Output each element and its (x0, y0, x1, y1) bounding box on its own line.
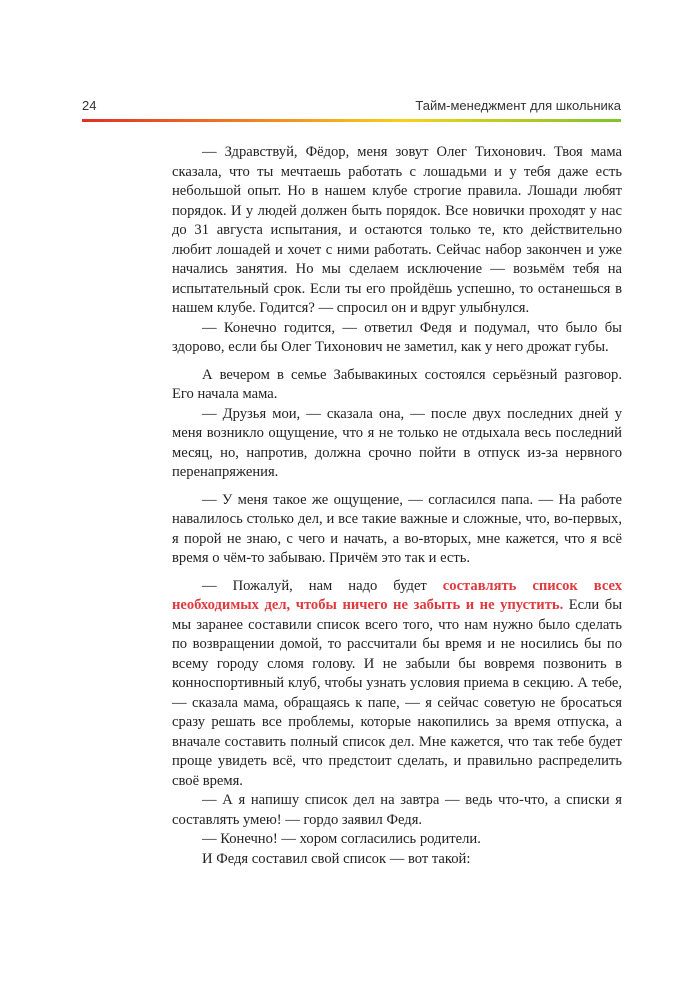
running-title: Тайм-менеджмент для школьника (415, 98, 621, 113)
paragraph: — У меня такое же ощущение, — согласился папа. — На работе навалилось столько дел, и все такие важные и сложные, что, во-первых, я порой не знаю, с чего и начать, а во-вторых, мне кажется, что я всё время о чём-то забываю. Причём это так и есть. (172, 491, 622, 566)
paragraph: — Конечно! — хором согласились родители. (202, 831, 481, 847)
page-header (82, 96, 621, 116)
paragraph-text: Если бы мы заранее составили список всего того, что нам нужно было сделать по возвращении домой, то рассчитали бы время и не носились бы по всему городу сломя голову. И не забыли бы вовремя позвонить в конноспортивный клуб, чтобы узнать условия приема в секцию. А тебе, — сказала мама, обращаясь к папе, — я сейчас советую не бросаться сразу решать все проблемы, которые накопились за время отпуска, а вначале составить полный список дел. Мне кажется, что так тебе будет проще увидеть всё, что предстоит сделать, и правильно распределить своё время. (172, 597, 623, 789)
paragraph: А вечером в семье Забывакиных состоялся серьёзный разговор. Его начала мама. (172, 366, 622, 402)
paragraph: — А я напишу список дел на завтра — ведь что-что, а списки я составлять умею! — гордо заявил Федя. (172, 792, 622, 828)
paragraph: — Здравствуй, Фёдор, меня зовут Олег Тихонович. Твоя мама сказала, что ты мечтаешь работать с лошадьми и у тебя даже есть небольшой опыт. Но в нашем клубе строгие правила. Лошади любят порядок. И у людей должен быть порядок. Все новички проходят у нас до 31 августа испытания, и остаются только те, кто действительно любит лошадей и хочет с ними работать. Сейчас набор закончен и уже начались занятия. Но мы сделаем исключение — возьмём тебя на испытательный срок. Если ты его пройдёшь успешно, то останешься в нашем клубе. Годится? — спросил он и вдруг улыбнулся. (172, 144, 622, 316)
paragraph: И Федя составил свой список — вот такой: (202, 850, 471, 867)
page-number: 24 (82, 98, 97, 113)
paragraph: — Друзья мои, — сказала она, — после двух последних дней у меня возникло ощущение, что я не только не отдыхала весь последний месяц, но, напротив, должна срочно пойти в отпуск из-за нервного перенапряжения. (172, 405, 622, 480)
paragraph-with-highlight (172, 577, 622, 792)
paragraph: — Конечно годится, — ответил Федя и подумал, что было бы здорово, если бы Олег Тихонович не заметил, как у него дрожат губы. (172, 319, 622, 355)
paragraph-text: — Пожалуй, нам надо будет (202, 577, 443, 594)
header-gradient-rule (82, 119, 621, 122)
highlighted-phrase: составлять список всех необходимых дел, чтобы ничего не забыть и не упустить. (172, 577, 622, 613)
body-text (172, 143, 622, 869)
